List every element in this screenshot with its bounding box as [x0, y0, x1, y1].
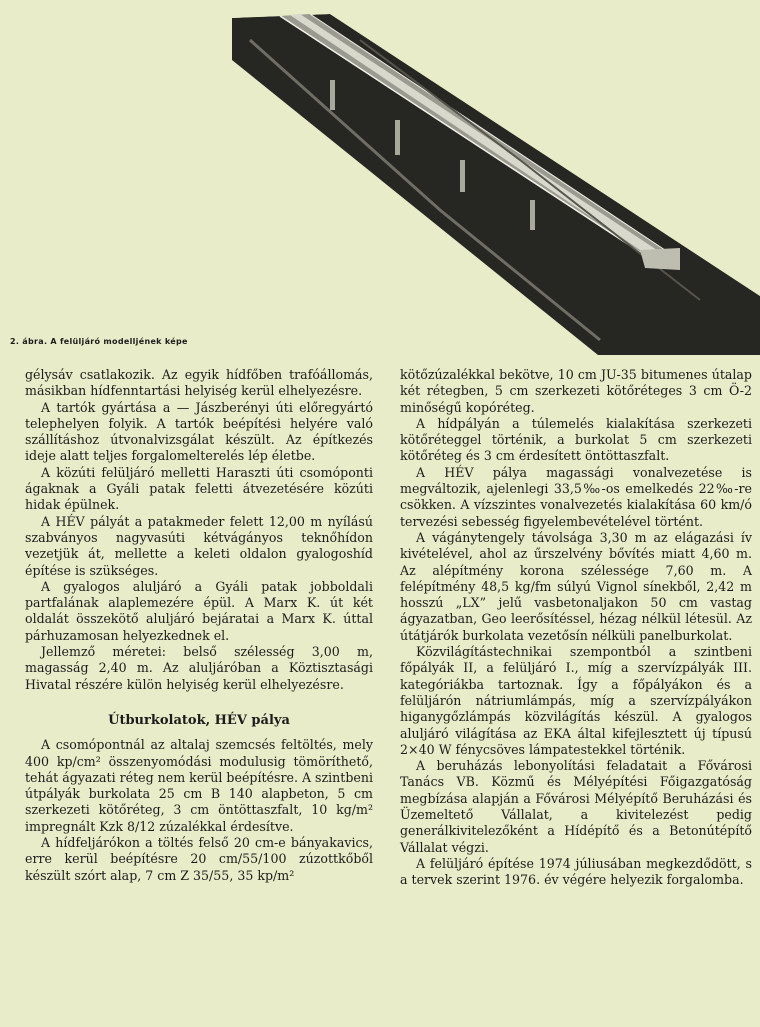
- paragraph: A hídfeljárókon a töltés felső 20 cm-e bányakavics, erre kerül beépítésre 20 cm/55/100 zúzottkőből készült szórt alap, 7 cm Z 35/55, 35 kp/m²: [25, 835, 373, 883]
- section-heading: Útburkolatok, HÉV pálya: [108, 712, 290, 728]
- paragraph: A felüljáró építése 1974 júliusában megkezdődött, s a tervek szerint 1976. év végére helyezik forgalomba.: [400, 855, 752, 888]
- paragraph: gélysáv csatlakozik. Az egyik hídfőben trafóállomás, másikban hídfenntartási helyiség kerül elhelyezésre.: [25, 367, 373, 399]
- paragraph: A hídpályán a túlemelés kialakítása szerkezeti kötőréteggel történik, a burkolat 5 cm szerkezeti kötőréteg és 3 cm érdesített öntöttaszfalt.: [400, 415, 752, 464]
- paragraph: Jellemző méretei: belső szélesség 3,00 m, magasság 2,40 m. Az aluljáróban a Köztisztasági Hivatal részére külön helyiség kerül elhelyezésre.: [25, 644, 373, 692]
- paragraph: A beruházás lebonyolítási feladatait a Fővárosi Tanács VB. Közmű és Mélyépítési Főigazgatóság megbízása alapján a Fővárosi Mélyépítő Beruházási és Üzemeltető Vállalat, a kivitelezést pedig generálkivitelezőként a Hídépítő és a Betonútépítő Vállalat végzi.: [400, 758, 752, 855]
- right-column: [400, 367, 752, 889]
- paragraph: A HÉV pályát a patakmeder felett 12,00 m nyílású szabványos nagyvasúti kétvágányos teknőhídon vezetjük át, mellette a keleti oldalon gyalogoshíd építése is szükséges.: [25, 513, 373, 578]
- paragraph: A vágánytengely távolsága 3,30 m az elágazási ív kivételével, ahol az űrszelvény bővítés miatt 4,60 m. Az alépítmény korona szélessége 7,60 m. A felépítmény 48,5 kg/fm súlyú Vignol sínekből, 2,42 m hosszú „LX” jelű vasbetonaljakon 50 cm vastag ágyazatban, Geo leerősítéssel, hézag nélkül létesül. Az útátjárók burkolata vezetősín nélküli panelburkolat.: [400, 529, 752, 643]
- left-column: [25, 367, 373, 884]
- paragraph: A gyalogos aluljáró a Gyáli patak jobboldali partfalának alaplemezére épül. A Marx K. út két oldalát összekötő aluljáró bejáratai a Marx K. úttal párhuzamosan helyezkednek el.: [25, 578, 373, 643]
- figure-caption: 2. ábra. A felüljáró modelljének képe: [10, 337, 188, 346]
- bridge-model-photo: [0, 0, 760, 370]
- paragraph: A csomópontnál az altalaj szemcsés feltöltés, mely 400 kp/cm² összenyomódási modulusig tömöríthető, tehát ágyazati réteg nem kerül beépítésre. A szintbeni útpályák burkolata 25 cm B 140 alapbeton, 5 cm szerkezeti kötőréteg, 3 cm öntöttaszfalt, 10 kg/m² impregnált Kzk 8/12 zúzalékkal érdesítve.: [25, 737, 373, 834]
- paragraph: A közúti felüljáró melletti Haraszti úti csomóponti ágaknak a Gyáli patak feletti átvezetésére közúti hidak épülnek.: [25, 464, 373, 513]
- paragraph: kötőzúzalékkal bekötve, 10 cm JU-35 bitumenes útalap két rétegben, 5 cm szerkezeti kötőréteges 3 cm Ö-2 minőségű kopóréteg.: [400, 367, 752, 415]
- paragraph: A tartók gyártása a — Jászberényi úti előregyártó telephelyen folyik. A tartók beépítési helyére való szállításhoz útvonalvizsgálat készült. Az építkezés ideje alatt teljes forgalomelterelés lép életbe.: [25, 399, 373, 464]
- paragraph: A HÉV pálya magassági vonalvezetése is megváltozik, ajelenlegi 33,5‰-os emelkedés 22‰-re csökken. A vízszintes vonalvezetés kialakítása 60 km/ó tervezési sebesség figyelembevételével történt.: [400, 464, 752, 529]
- paragraph: Közvilágítástechnikai szempontból a szintbeni főpályák II, a felüljáró I., míg a szervízpályák III. kategóriákba tartoznak. Így a főpályákon és a felüljárón nátriumlámpás, míg a szervízpályákon higanygőzlámpás közvilágítás készül. A gyalogos aluljáró világítása az EKA által kifejlesztett új típusú 2×40 W fénycsöves lámpatestekkel történik.: [400, 644, 752, 757]
